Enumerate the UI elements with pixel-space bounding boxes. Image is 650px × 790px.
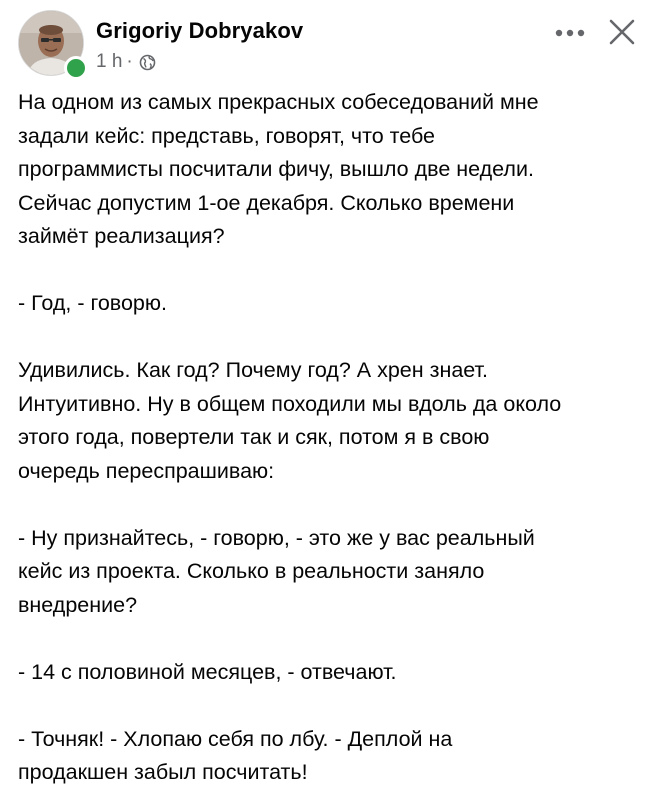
- post-paragraph: - Год, - говорю.: [18, 291, 167, 315]
- post-paragraph: - 14 с половиной месяцев, - отвечают.: [18, 659, 397, 684]
- more-options-button[interactable]: [550, 16, 590, 50]
- post-time[interactable]: 1 h: [96, 51, 123, 72]
- online-status-dot: [64, 56, 88, 80]
- meta-separator: ·: [126, 51, 133, 72]
- close-icon: [609, 19, 635, 45]
- post-body: [18, 86, 638, 790]
- post-paragraph: Удивились. Как год? Почему год? А хрен знает. Интуитивно. Ну в общем походили мы вдоль да около этого года, повертели так и сяк, потом я в свою очередь переспрашиваю:: [18, 358, 562, 483]
- author-name-link[interactable]: Grigoriy Dobryakov: [96, 18, 304, 43]
- post-header: [18, 8, 638, 78]
- post-paragraph: - Точняк! - Хлопаю себя по лбу. - Деплой на продакшен забыл посчитать!: [18, 726, 453, 784]
- globe-icon[interactable]: [139, 54, 156, 71]
- ellipsis-icon: [555, 29, 585, 37]
- post-paragraph: На одном из самых прекрасных собеседований мне задали кейс: представь, говорят, что тебе программисты посчитали фичу, вышло две недели. Сейчас допустим 1-ое декабря. Сколько времени займёт реализация?: [18, 90, 539, 248]
- post-paragraph: - Ну признайтесь, - говорю, - это же у вас реальный кейс из проекта. Сколько в реальности заняло внедрение?: [18, 525, 535, 617]
- author-avatar[interactable]: [18, 10, 84, 76]
- close-post-button[interactable]: [602, 12, 642, 52]
- post-meta: [96, 51, 156, 73]
